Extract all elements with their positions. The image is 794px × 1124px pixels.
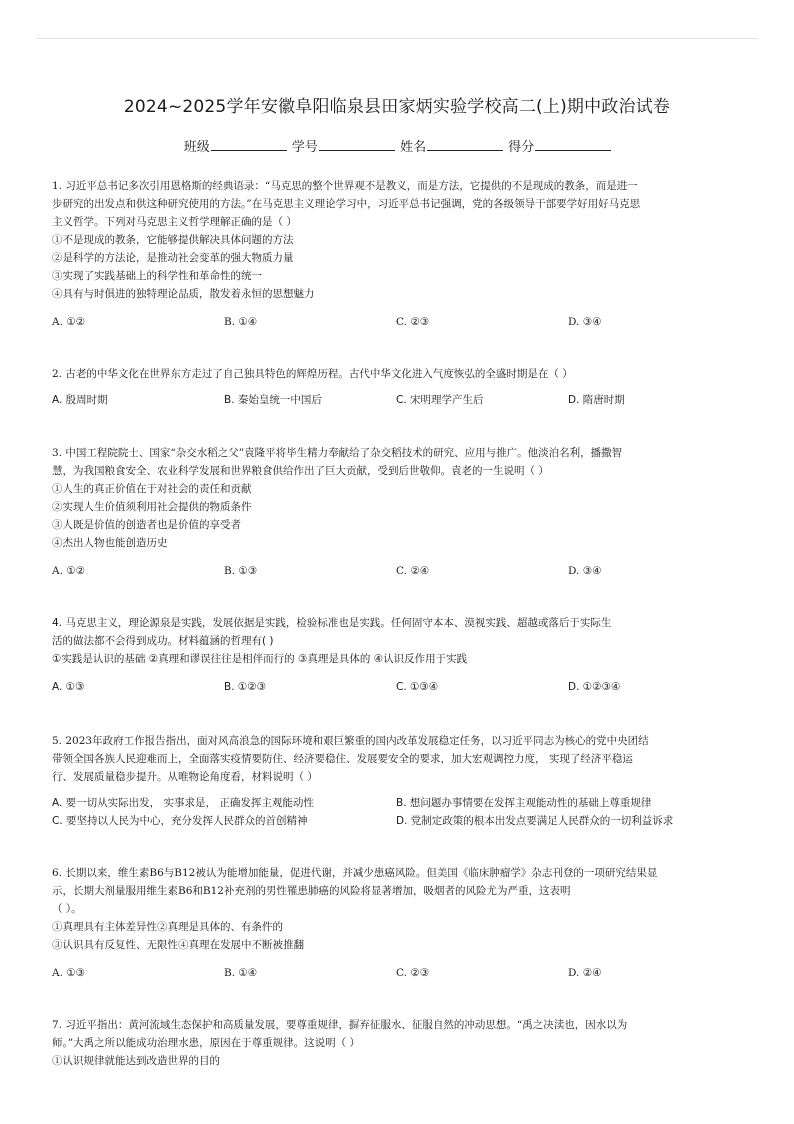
question-stem-line: 7. 习近平指出：黄河流域生态保护和高质量发展，要尊重规律，摒弃征服水、征服自然的冲动思想。“禹之决渎也，因水以为 <box>52 1019 628 1031</box>
score-blank <box>535 149 611 151</box>
question-item: ①真理具有主体差异性②真理是具体的、有条件的 <box>52 921 283 933</box>
option-c: C. 要坚持以人民为中心，充分发挥人民群众的首创精神 <box>52 815 308 827</box>
question-5 <box>52 732 744 830</box>
question-stem-line: 带领全国各族人民迎难而上，全面落实疫情要防住、经济要稳住、发展要安全的要求，加大宏观调控力度， 实现了经济平稳运 <box>52 753 633 765</box>
question-4 <box>52 614 744 696</box>
question-item: ③人既是价值的创造者也是价值的享受者 <box>52 519 241 531</box>
option-b: B. ①③ <box>224 565 258 577</box>
option-c: C. ②④ <box>396 565 430 577</box>
question-stem-line: 4. 马克思主义，理论源泉是实践，发展依据是实践，检验标准也是实践。任何固守本本、漠视实践、超越或落后于实际生 <box>52 617 612 629</box>
question-item: ①人生的真正价值在于对社会的责任和贡献 <box>52 483 252 495</box>
question-item: ③认识具有反复性、无限性④真理在发展中不断被推翻 <box>52 939 304 951</box>
class-blank <box>211 149 287 151</box>
option-a: A. 殷周时期 <box>52 394 108 406</box>
question-item: ①实践是认识的基础 ②真理和谬误往往是相伴而行的 ③真理是具体的 ④认识反作用于实践 <box>52 653 468 665</box>
question-item: ②是科学的方法论，是推动社会变革的强大物质力量 <box>52 252 294 264</box>
option-b: B. ①④ <box>224 967 258 979</box>
score-label: 得分 <box>508 140 535 155</box>
option-d: D. ①②③④ <box>568 681 621 693</box>
option-a: A. ①② <box>52 565 86 577</box>
question-7 <box>52 1016 744 1070</box>
question-item: ③实现了实践基础上的科学性和革命性的统一 <box>52 270 262 282</box>
question-item: ②实现人生价值须利用社会提供的物质条件 <box>52 501 252 513</box>
student-info-line <box>0 136 794 155</box>
options-row <box>52 313 744 331</box>
question-stem-line: 慧，为我国粮食安全、农业科学发展和世界粮食供给作出了巨大贡献，受到后世敬仰。袁老的一生说明（ ） <box>52 465 549 477</box>
question-stem-line: 6. 长期以来，维生素B6与B12被认为能增加能量，促进代谢，并减少患癌风险。但美国《临床肿瘤学》杂志刊登的一项研究结果显 <box>52 867 658 879</box>
option-a: A. ①③ <box>52 681 85 693</box>
options-block <box>52 794 744 830</box>
question-item: ①不是现成的教条，它能够提供解决具体问题的方法 <box>52 234 294 246</box>
option-c: C. ②③ <box>396 967 430 979</box>
question-stem-line: 行、发展质量稳步提升。从唯物论角度看，材料说明（ ） <box>52 771 318 783</box>
question-item: ④具有与时俱进的独特理论品质，散发着永恒的思想魅力 <box>52 288 315 300</box>
question-stem-line: （ ）。 <box>52 903 82 915</box>
option-d: D. ②④ <box>568 967 602 979</box>
question-item: ①认识规律就能达到改造世界的目的 <box>52 1055 220 1067</box>
option-d: D. 隋唐时期 <box>568 394 625 406</box>
option-a: A. ①② <box>52 316 86 328</box>
option-b: B. ①②③ <box>224 681 267 693</box>
question-stem-line: 3. 中国工程院院士、国家“杂交水稻之父”袁隆平将毕生精力奉献给了杂交稻技术的研究、应用与推广。他淡泊名利，播撒智 <box>52 447 623 459</box>
exam-title: 2024~2025学年安徽阜阳临泉县田家炳实验学校高二(上)期中政治试卷 <box>123 97 671 117</box>
question-stem-line: 师。”大禹之所以能成功治理水患，原因在于尊重规律。这说明（ ） <box>52 1037 360 1049</box>
question-stem-line: 主义哲学。下列对马克思主义哲学理解正确的是（ ） <box>52 216 297 228</box>
option-c: C. ①③④ <box>396 681 439 693</box>
option-d: D. ③④ <box>568 565 602 577</box>
option-b: B. ①④ <box>224 316 258 328</box>
question-stem-line: 1. 习近平总书记多次引用恩格斯的经典语录：“马克思的整个世界观不是教义，而是方法，它提供的不是现成的教条，而是进一 <box>52 180 638 192</box>
option-a: A. ①③ <box>52 967 86 979</box>
name-label: 姓名 <box>400 140 427 155</box>
question-stem-line: 活的做法都不会得到成功。材料蕴涵的哲理有( ) <box>52 635 274 647</box>
option-b: B. 想问题办事情要在发挥主观能动性的基础上尊重规律 <box>396 797 652 809</box>
student-id-label: 学号 <box>291 140 318 155</box>
question-3 <box>52 444 744 580</box>
option-d: D. ③④ <box>568 316 602 328</box>
options-row <box>52 562 744 580</box>
name-blank <box>427 149 503 151</box>
option-c: C. ②③ <box>396 316 430 328</box>
option-b: B. 秦始皇统一中国后 <box>224 394 322 406</box>
question-1 <box>52 177 744 331</box>
class-label: 班级 <box>183 140 210 155</box>
options-row <box>52 391 744 409</box>
question-2 <box>52 365 744 409</box>
question-stem-line: 5. 2023年政府工作报告指出，面对风高浪急的国际环境和艰巨繁重的国内改革发展稳定任务，以习近平同志为核心的党中央团结 <box>52 735 649 747</box>
question-stem-line: 示，长期大剂量服用维生素B6和B12补充剂的男性罹患肺癌的风险将显著增加，吸烟者的风险尤为严重，这表明 <box>52 885 571 897</box>
question-6 <box>52 864 744 982</box>
student-id-blank <box>319 149 395 151</box>
header-rule <box>36 38 758 39</box>
options-row <box>52 678 744 696</box>
options-row <box>52 964 744 982</box>
option-a: A. 要一切从实际出发， 实事求是， 正确发挥主观能动性 <box>52 797 314 809</box>
question-item: ④杰出人物也能创造历史 <box>52 537 168 549</box>
option-c: C. 宋明理学产生后 <box>396 394 484 406</box>
question-stem-line: 步研究的出发点和供这种研究使用的方法。”在马克思主义理论学习中，习近平总书记强调，党的各级领导干部要学好用好马克思 <box>52 198 641 210</box>
option-d: D. 党制定政策的根本出发点要满足人民群众的一切利益诉求 <box>396 815 674 827</box>
question-stem-line: 2. 古老的中华文化在世界东方走过了自己独具特色的辉煌历程。古代中华文化进入气度恢弘的全盛时期是在（ ） <box>52 368 573 380</box>
